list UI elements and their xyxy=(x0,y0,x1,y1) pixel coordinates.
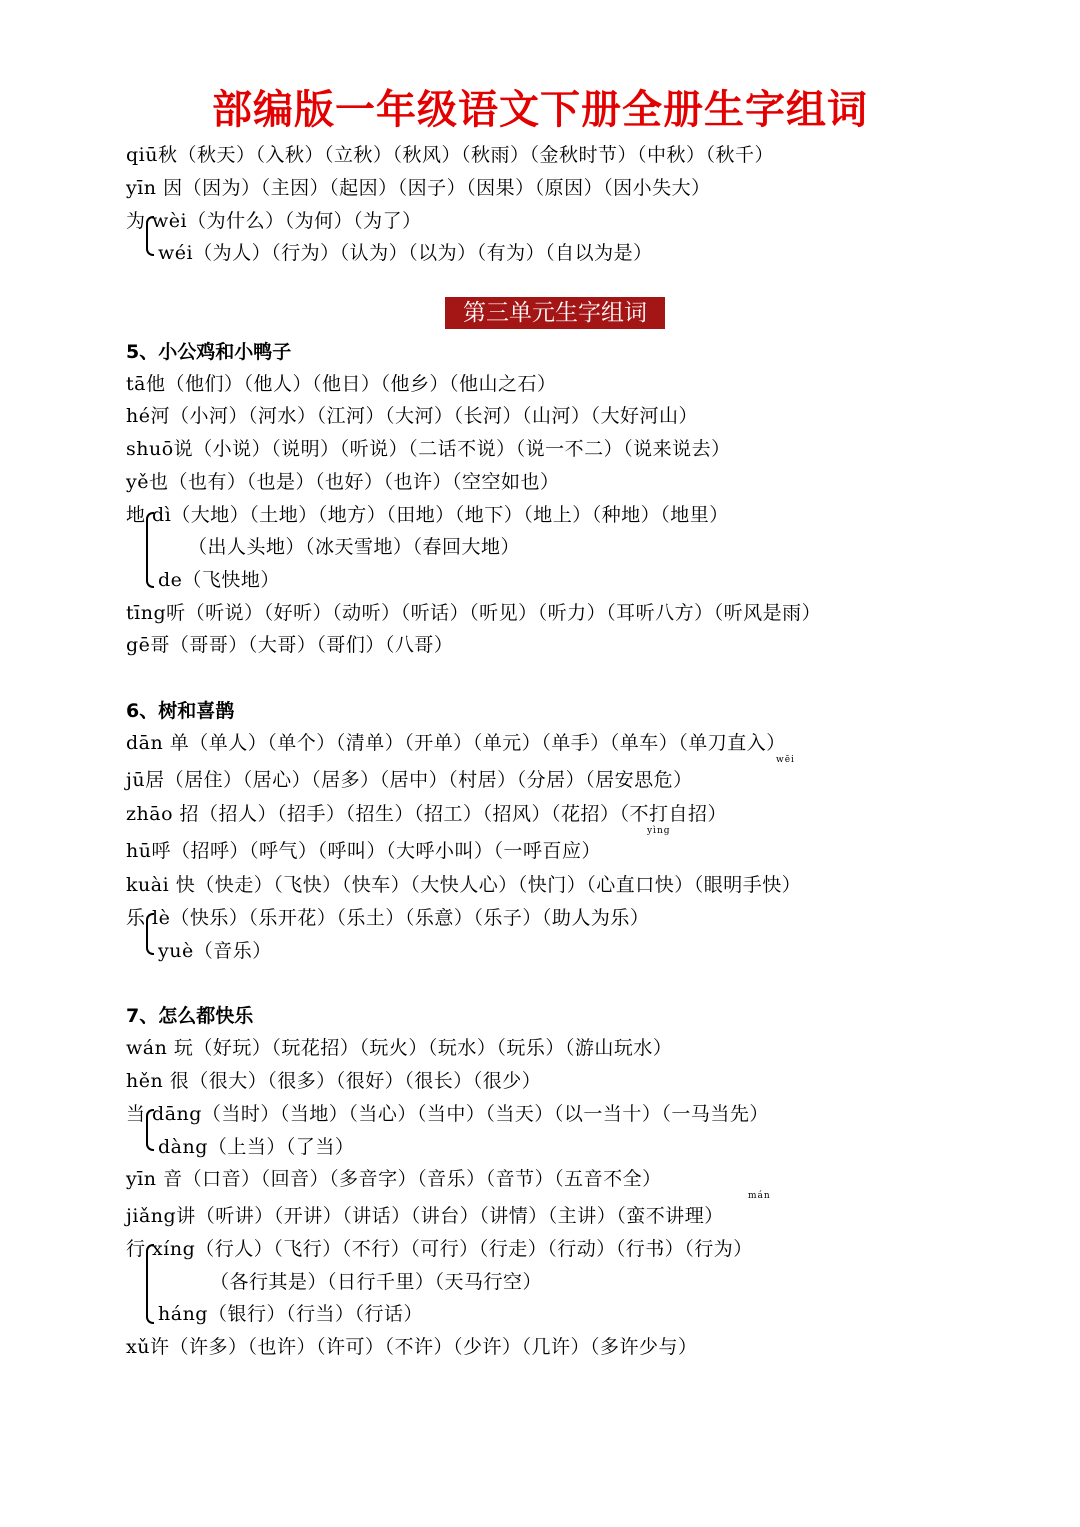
entry-line: hěn 很（很大）（很多）（很好）（很长）（很少） xyxy=(126,1070,542,1092)
pinyin-annotation: yìng xyxy=(647,826,671,836)
entry-line: zhāo 招（招人）（招手）（招生）（招工）（招风）（花招）（不打自招） xyxy=(126,803,728,825)
entry-line: dān 单（单人）（单个）（清单）（开单）（单元）（单手）（单车）（单刀直入） xyxy=(126,732,786,754)
pronunciation-bracket xyxy=(146,216,154,256)
entry-line: yīn 音（口音）（回音）（多音字）（音乐）（音节）（五音不全） xyxy=(126,1168,662,1190)
entry-line: kuài 快（快走）（飞快）（快车）（大快人心）（快门）（心直口快）（眼明手快） xyxy=(126,874,802,896)
entry-line: yīn 因（因为）（主因）（起因）（因子）（因果）（原因）（因小失大） xyxy=(126,177,711,199)
pinyin-annotation: mán xyxy=(748,1191,771,1201)
entry-line: （出人头地）（冰天雪地）（春回大地） xyxy=(188,536,521,558)
entry-line: shuō说（小说）（说明）（听说）（二话不说）（说一不二）（说来说去） xyxy=(126,438,731,460)
pronunciation-bracket xyxy=(146,1244,154,1324)
lesson-heading: 6、树和喜鹊 xyxy=(126,700,235,722)
entry-line: 为 wèi（为什么）（为何）（为了） xyxy=(126,210,422,232)
pinyin-annotation: wēi xyxy=(776,755,795,765)
entry-line: dàng（上当）（了当） xyxy=(158,1136,355,1158)
pronunciation-bracket xyxy=(146,512,154,588)
entry-line: 地 dì（大地）（土地）（地方）（田地）（地下）（地上）（种地）（地里） xyxy=(126,504,729,526)
pronunciation-bracket xyxy=(146,1109,154,1151)
entry-line: qiū秋（秋天）（入秋）（立秋）（秋风）（秋雨）（金秋时节）（中秋）（秋千） xyxy=(126,144,774,166)
entry-line: de（飞快地） xyxy=(158,569,280,591)
entry-line: yě也（也有）（也是）（也好）（也许）（空空如也） xyxy=(126,471,560,493)
entry-line: gē哥（哥哥）（大哥）（哥们）（八哥） xyxy=(126,634,454,656)
entry-line: tā他（他们）（他人）（他日）（他乡）（他山之石） xyxy=(126,373,557,395)
unit-banner: 第三单元生字组词 xyxy=(445,297,665,329)
entry-line: 行 xíng（行人）（飞行）（不行）（可行）（行走）（行动）（行书）（行为） xyxy=(126,1238,753,1260)
lesson-heading: 7、怎么都快乐 xyxy=(126,1005,254,1027)
entry-line: jiǎng讲（听讲）（开讲）（讲话）（讲台）（讲情）（主讲）（蛮不讲理） xyxy=(126,1205,724,1227)
document-title: 部编版一年级语文下册全册生字组词 xyxy=(212,87,868,133)
entry-line: xǔ许（许多）（也许）（许可）（不许）（少许）（几许）（多许少与） xyxy=(126,1336,698,1358)
entry-line: wán 玩（好玩）（玩花招）（玩火）（玩水）（玩乐）（游山玩水） xyxy=(126,1037,673,1059)
entry-line: 乐 lè（快乐）（乐开花）（乐土）（乐意）（乐子）（助人为乐） xyxy=(126,907,650,929)
entry-line: yuè（音乐） xyxy=(158,940,272,962)
entry-line: wéi（为人）（行为）（认为）（以为）（有为）（自以为是） xyxy=(158,242,653,264)
entry-line: tīng听（听说）（好听）（动听）（听话）（听见）（听力）（耳听八方）（听风是雨） xyxy=(126,602,822,624)
entry-line: jū居（居住）（居心）（居多）（居中）（村居）（分居）（居安思危） xyxy=(126,769,693,791)
entry-line: 当 dāng（当时）（当地）（当心）（当中）（当天）（以一当十）（一马当先） xyxy=(126,1103,769,1125)
entry-line: hū呼（招呼）（呼气）（呼叫）（大呼小叫）（一呼百应） xyxy=(126,840,601,862)
pronunciation-bracket xyxy=(146,913,154,955)
entry-line: （各行其是）（日行千里）（天马行空） xyxy=(210,1271,543,1293)
lesson-heading: 5、小公鸡和小鸭子 xyxy=(126,341,292,363)
entry-line: hé河（小河）（河水）（江河）（大河）（长河）（山河）（大好河山） xyxy=(126,405,698,427)
entry-line: háng（银行）（行当）（行话） xyxy=(158,1303,423,1325)
